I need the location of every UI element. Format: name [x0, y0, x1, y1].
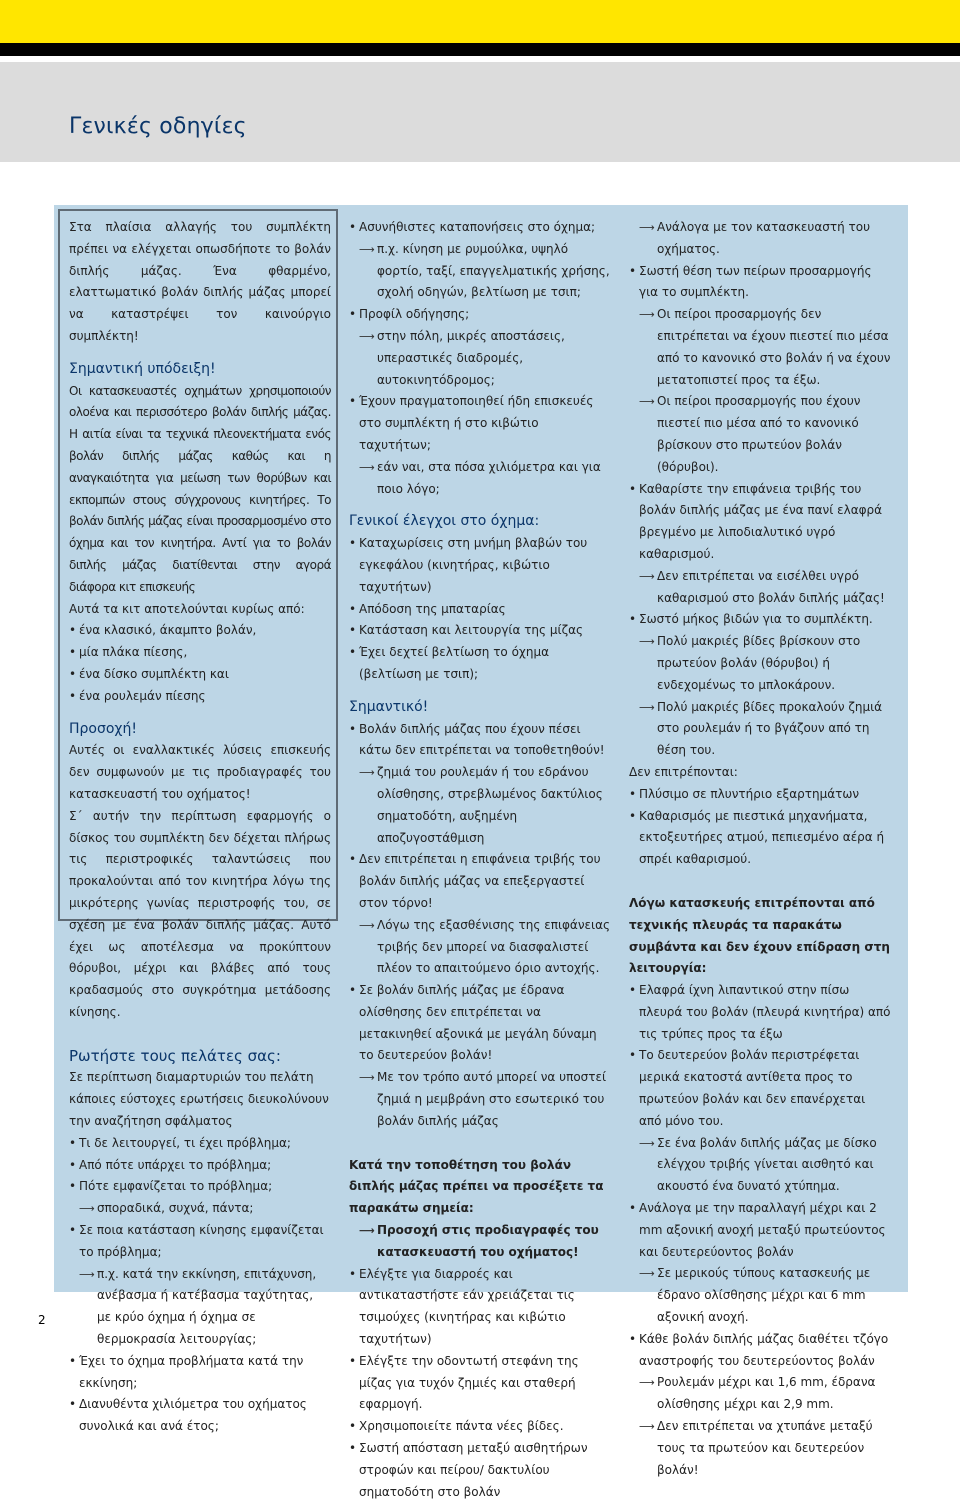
- arrow-icon: ⟶: [79, 1202, 95, 1216]
- list-subitem: ⟶ π.χ. κίνηση με ρυμούλκα, υψηλό φορτίο, ταξί, επαγγελματικής χρήσης, σχολή οδηγών, βελτίωση με τσιπ;: [349, 239, 614, 304]
- kit-item: • μία πλάκα πίεσης,: [69, 642, 331, 664]
- list-item: • Ελέγξτε για διαρροές και αντικαταστήστε εάν χρειάζεται τις τσιμούχες (κινητήρας και κιβώτιο ταχυτήτων): [349, 1264, 614, 1351]
- note-text: Οι κατασκευαστές οχημάτων χρησιμοποιούν ολοένα και περισσότερο βολάν διπλής μάζας. Η αιτία είναι τα τεχνικά πλεονεκτήματα ενός βολάν διπλής μάζας καθώς και η αναγκαιότητα για μείωση των θορύβων και εκπομπών στους σύγχρονους κινητήρες. Το βολάν διπλής μάζας είναι προσαρμοσμένο στο όχημα και τον κινητήρα. Αντί για το βολάν διπλής μάζας διατίθενται στην αγορά διάφορα κιτ επισκευής: [69, 383, 331, 594]
- ask-heading: Ρωτήστε τους πελάτες σας:: [69, 1046, 281, 1065]
- list-item: • Δεν επιτρέπεται η επιφάνεια τριβής του βολάν διπλής μάζας να επεξεργαστεί στον τόρνο!: [349, 849, 614, 914]
- list-item: • Σωστή θέση των πείρων προσαρμογής για το συμπλέκτη.: [629, 261, 891, 305]
- column-2: [349, 217, 614, 1503]
- list-subitem: ⟶ Οι πείροι προσαρμογής που έχουν πιεστεί πιο μέσα από το κανονικό βρίσκουν στο πρωτεύον βολάν (θόρυβοι).: [629, 391, 891, 478]
- list-item: • Προφίλ οδήγησης;: [349, 304, 614, 326]
- top-black-band: [0, 43, 960, 56]
- arrow-icon: ⟶: [639, 1267, 655, 1281]
- kit-item: • ένα ρουλεμάν πίεσης: [69, 686, 331, 708]
- title-band: [0, 62, 960, 162]
- arrow-icon: ⟶: [359, 1071, 375, 1085]
- arrow-icon: ⟶: [359, 766, 375, 780]
- arrow-icon: ⟶: [359, 1224, 375, 1238]
- kit-item: • ένα κλασικό, άκαμπτο βολάν,: [69, 620, 331, 642]
- list-subitem: ⟶ Πολύ μακριές βίδες προκαλούν ζημιά στο ρουλεμάν ή το βγάζουν από τη θέση του.: [629, 697, 891, 762]
- list-subitem: ⟶ Λόγω της εξασθένισης της επιφάνειας τριβής δεν μπορεί να διασφαλιστεί πλέον το απαιτούμενο όριο αντοχής.: [349, 915, 614, 980]
- list-item: • Ελέγξτε την οδοντωτή στεφάνη της μίζας για τυχόν ζημιές και σταθερή εφαρμογή.: [349, 1351, 614, 1416]
- question-item: • Διανυθέντα χιλιόμετρα του οχήματος συνολικά και ανά έτος;: [69, 1394, 331, 1438]
- list-item: • Ασυνήθιστες καταπονήσεις στο όχημα;: [349, 217, 614, 239]
- list-item: • Σωστό μήκος βιδών για το συμπλέκτη.: [629, 609, 891, 631]
- list-subitem: ⟶ Σε ένα βολάν διπλής μάζας με δίσκο ελέγχου τριβής γίνεται αισθητό και ακουστό ένα δυνατό χτύπημα.: [629, 1133, 891, 1198]
- list-subitem: ⟶ Ανάλογα με τον κατασκευαστή του οχήματος.: [629, 217, 891, 261]
- list-subitem: ⟶ Πολύ μακριές βίδες βρίσκουν στο πρωτεύον βολάν (θόρυβοι) ή ενδεχομένως το μπλοκάρουν.: [629, 631, 891, 696]
- list-item: • Έχουν πραγματοποιηθεί ήδη επισκευές στο συμπλέκτη ή στο κιβώτιο ταχυτήτων;: [349, 391, 614, 456]
- list-item: • Το δευτερεύον βολάν περιστρέφεται μερικά εκατοστά αντίθετα προς το πρωτεύον βολάν και δεν επανέρχεται από μόνο του.: [629, 1045, 891, 1132]
- important-heading: Σημαντικό!: [349, 698, 429, 715]
- list-item: • Καταχωρίσεις στη μνήμη βλαβών του εγκεφάλου (κινητήρας, κιβώτιο ταχυτήτων): [349, 533, 614, 598]
- list-item: • Κάθε βολάν διπλής μάζας διαθέτει τζόγο αναστροφής του δευτερεύοντος βολάν: [629, 1329, 891, 1373]
- list-item: • Πλύσιμο σε πλυντήριο εξαρτημάτων: [629, 784, 891, 806]
- list-subitem: ⟶ Οι πείροι προσαρμογής δεν επιτρέπεται να έχουν πιεστεί πιο μέσα από το κανονικό στο βολάν ή να έχουν μετατοπιστεί προς τα έξω.: [629, 304, 891, 391]
- list-subitem: ⟶ ζημιά του ρουλεμάν ή του εδράνου ολίσθησης, στρεβλωμένος δακτύλιος σηματοδότη, αυξημένη αποζυγοστάθμιση: [349, 762, 614, 849]
- list-item: • Ελαφρά ίχνη λιπαντικού στην πίσω πλευρά του βολάν (πλευρά κινητήρα) από τις τρύπες προς τα έξω: [629, 980, 891, 1045]
- list-item: • Απόδοση της μπαταρίας: [349, 599, 614, 621]
- question-item: • Πότε εμφανίζεται το πρόβλημα;: [69, 1176, 331, 1198]
- question-item: • Σε ποια κατάσταση κίνησης εμφανίζεται το πρόβλημα;: [69, 1220, 331, 1264]
- arrow-icon: ⟶: [639, 1420, 655, 1434]
- forbidden-heading: Δεν επιτρέπονται:: [629, 764, 738, 779]
- question-subitem: ⟶ π.χ. κατά την εκκίνηση, επιτάχυνση, ανέβασμα ή κατέβασμα ταχύτητας, με κρύο όχημα ή όχημα σε θερμοκρασία λειτουργίας;: [69, 1264, 331, 1351]
- question-item: • Τι δε λειτουργεί, τι έχει πρόβλημα;: [69, 1133, 331, 1155]
- arrow-icon: ⟶: [639, 1136, 655, 1150]
- installation-subheading: ⟶ Προσοχή στις προδιαγραφές του κατασκευαστή του οχήματος!: [349, 1220, 614, 1264]
- question-subitem: ⟶ σποραδικά, συχνά, πάντα;: [69, 1198, 331, 1220]
- caution-text-1: Αυτές οι εναλλακτικές λύσεις επισκευής δεν συμφωνούν με τις προδιαγραφές του κατασκευαστή του οχήματος!: [69, 743, 331, 801]
- list-item: • Σωστή απόσταση μεταξύ αισθητήρων στροφών και πείρου/ δακτυλίου σηματοδότη στο βολάν: [349, 1438, 614, 1503]
- intro-text: Στα πλαίσια αλλαγής του συμπλέκτη πρέπει να ελέγχεται οπωσδήποτε το βολάν διπλής μάζας. Ένα φθαρμένο, ελαττωματικό βολάν διπλής μάζας μπορεί να καταστρέψει τον καινούργιο συμπλέκτη!: [69, 220, 331, 343]
- list-subitem: ⟶ στην πόλη, μικρές αποστάσεις, υπεραστικές διαδρομές, αυτοκινητόδρομος;: [349, 326, 614, 391]
- kit-item: • ένα δίσκο συμπλέκτη και: [69, 664, 331, 686]
- note-heading: Σημαντική υπόδειξη!: [69, 360, 216, 377]
- arrow-icon: ⟶: [359, 918, 375, 932]
- arrow-icon: ⟶: [359, 329, 375, 343]
- list-item: • Κατάσταση και λειτουργία της μίζας: [349, 620, 614, 642]
- list-subitem: ⟶ Δεν επιτρέπεται να εισέλθει υγρό καθαρισμού στο βολάν διπλής μάζας!: [629, 566, 891, 610]
- page-number: 2: [38, 1313, 46, 1327]
- arrow-icon: ⟶: [359, 242, 375, 256]
- arrow-icon: ⟶: [639, 569, 655, 583]
- list-item: • Καθαρίστε την επιφάνεια τριβής του βολάν διπλής μάζας με ένα πανί ελαφρά βρεγμένο με λιποδιαλυτικό υγρό καθαρισμού.: [629, 479, 891, 566]
- general-checks-heading: Γενικοί έλεγχοι στο όχημα:: [349, 513, 540, 530]
- technical-heading: Λόγω κατασκευής επιτρέπονται από τεχνικής πλευράς τα παρακάτω συμβάντα και δεν έχουν επίδραση στη λειτουργία:: [629, 895, 890, 976]
- arrow-icon: ⟶: [639, 308, 655, 322]
- list-item: • Βολάν διπλής μάζας που έχουν πέσει κάτω δεν επιτρέπεται να τοποθετηθούν!: [349, 719, 614, 763]
- question-item: • Από πότε υπάρχει το πρόβλημα;: [69, 1155, 331, 1177]
- installation-heading: Κατά την τοποθέτηση του βολάν διπλής μάζας πρέπει να προσέξετε τα παρακάτω σημεία:: [349, 1157, 604, 1216]
- column-3: [629, 217, 891, 1481]
- list-subitem: ⟶ εάν ναι, στα πόσα χιλιόμετρα και για ποιο λόγο;: [349, 457, 614, 501]
- arrow-icon: ⟶: [359, 460, 375, 474]
- page-title: Γενικές οδηγίες: [69, 114, 247, 139]
- list-item: • Χρησιμοποιείτε πάντα νέες βίδες.: [349, 1416, 614, 1438]
- list-item: • Έχει δεχτεί βελτίωση το όχημα (βελτίωση με τσιπ);: [349, 642, 614, 686]
- arrow-icon: ⟶: [639, 221, 655, 234]
- top-yellow-band: [0, 0, 960, 43]
- list-subitem: ⟶ Με τον τρόπο αυτό μπορεί να υποστεί ζημιά η μεμβράνη στο εσωτερικό του βολάν διπλής μάζας: [349, 1067, 614, 1132]
- question-item: • Έχει το όχημα προβλήματα κατά την εκκίνηση;: [69, 1351, 331, 1395]
- arrow-icon: ⟶: [639, 700, 655, 714]
- caution-heading: Προσοχή!: [69, 720, 137, 737]
- kit-intro: Αυτά τα κιτ αποτελούνται κυρίως από:: [69, 601, 305, 616]
- arrow-icon: ⟶: [639, 1376, 655, 1390]
- arrow-icon: ⟶: [639, 635, 655, 649]
- list-item: • Ανάλογα με την παραλλαγή μέχρι και 2 mm αξονική ανοχή μεταξύ πρωτεύοντος και δευτερεύοντος βολάν: [629, 1198, 891, 1263]
- list-subitem: ⟶ Σε μερικούς τύπους κατασκευής με έδρανο ολίσθησης μέχρι και 6 mm αξονική ανοχή.: [629, 1263, 891, 1328]
- arrow-icon: ⟶: [639, 395, 655, 409]
- column-1: [69, 217, 331, 1438]
- list-item: • Σε βολάν διπλής μάζας με έδρανα ολίσθησης δεν επιτρέπεται να μετακινηθεί αξονικά με μεγάλη δύναμη το δευτερεύον βολάν!: [349, 980, 614, 1067]
- arrow-icon: ⟶: [79, 1267, 95, 1281]
- caution-text-2: Σ΄ αυτήν την περίπτωση εφαρμογής ο δίσκος του συμπλέκτη δεν δέχεται πλήρως τις περιστροφικές ταλαντώσεις που προκαλούνται από τον κινητήρα λόγω της μικρότερης γωνίας περιστροφής του, σε σχέση με ένα βολάν διπλής μάζας. Αυτό έχει ως αποτέλεσμα να προκύπτουν θόρυβοι, μέχρι και βλάβες από τους κραδασμούς στο συγκρότημα μετάδοσης κίνησης.: [69, 808, 331, 1019]
- list-subitem: ⟶ Ρουλεμάν μέχρι και 1,6 mm, έδρανα ολίσθησης μέχρι και 2,9 mm.: [629, 1372, 891, 1416]
- ask-intro: Σε περίπτωση διαμαρτυριών του πελάτη κάποιες εύστοχες ερωτήσεις διευκολύνουν την αναζήτηση σφάλματος: [69, 1070, 329, 1129]
- list-item: • Καθαρισμός με πιεστικά μηχανήματα, εκτοξευτήρες ατμού, πεπιεσμένο αέρα ή σπρέι καθαρισμού.: [629, 806, 891, 871]
- list-subitem: ⟶ Δεν επιτρέπεται να χτυπάνε μεταξύ τους τα πρωτεύον και δευτερεύον βολάν!: [629, 1416, 891, 1481]
